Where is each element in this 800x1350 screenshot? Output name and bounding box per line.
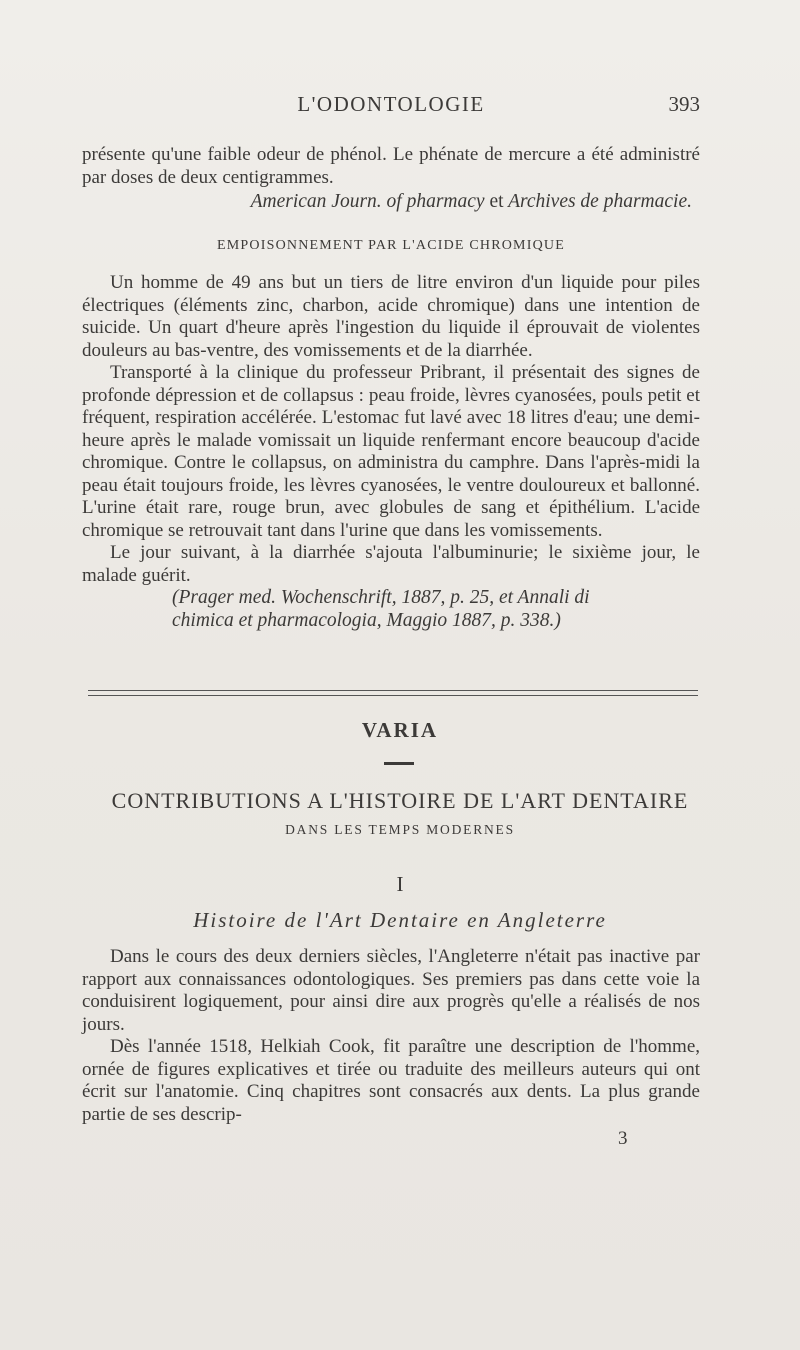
signature-mark: 3 — [618, 1128, 628, 1149]
varia-subtitle: DANS LES TEMPS MODERNES — [285, 822, 515, 837]
section-divider-top — [88, 690, 698, 691]
section-title: Histoire de l'Art Dentaire en Angleterre — [193, 908, 607, 932]
heading-dash — [384, 762, 414, 765]
citation-source-1: American Journ. of pharmacy — [250, 191, 485, 212]
source-citation — [82, 191, 700, 214]
top-section — [82, 144, 700, 214]
article-title: EMPOISONNEMENT PAR L'ACIDE CHROMIQUE — [217, 238, 565, 253]
varia-heading: VARIA — [361, 718, 439, 742]
article-section — [82, 238, 700, 254]
varia-paragraph-1: Dans le cours des deux derniers siècles, l'Angleterre n'était pas inactive par rapport aux connaissances odontologiques. Ses premiers pas dans cette voie la conduisirent logiquement, pour ainsi dire aux progrès qu'elle a réalisés de nos jours. — [82, 946, 700, 1035]
citation-source-2: Archives de pharmacie. — [508, 191, 692, 212]
article-citation-line-1: (Prager med. Wochenschrift, 1887, p. 25, et Annali di — [172, 587, 590, 608]
article-paragraph-3: Le jour suivant, à la diarrhée s'ajouta l'albuminurie; le sixième jour, le malade guérit. — [82, 542, 700, 586]
section-divider-bottom — [88, 695, 698, 696]
varia-body — [82, 946, 700, 1126]
article-body — [82, 272, 700, 632]
continued-paragraph: présente qu'une faible odeur de phénol. Le phénate de mercure a été administré par doses de deux centigrammes. — [82, 144, 700, 188]
running-title: L'ODONTOLOGIE — [297, 92, 485, 116]
article-citation-line-2: chimica et pharmacologia, Maggio 1887, p. 338.) — [172, 609, 561, 631]
article-paragraph-2: Transporté à la clinique du professeur Pribrant, il présentait des signes de profonde dépression et de collapsus : peau froide, lèvres cyanosées, pouls petit et fréquent, respiration accélérée. L'estomac fut lavé avec 18 litres d'eau; une demi-heure après le malade vomissait un liquide renfermant encore beaucoup d'acide chromique. Contre le collapsus, on administra du camphre. Dans l'après-midi la peau était toujours froide, les lèvres cyanosées, le ventre douloureux et ballonné. L'urine était rare, rouge brun, avec globules de sang et épithélium. L'acide chromique se retrouvait tant dans l'urine que dans les vomissements. — [82, 362, 700, 541]
page-header — [82, 92, 700, 122]
varia-paragraph-2: Dès l'année 1518, Helkiah Cook, fit paraître une description de l'homme, ornée de figures explicatives et tirée ou traduite des meilleurs auteurs qui ont écrit sur l'anatomie. Cinq chapitres sont consacrés aux dents. La plus grande partie de ses descrip- — [82, 1036, 700, 1125]
section-number: I — [396, 872, 404, 896]
article-paragraph-1: Un homme de 49 ans but un tiers de litre environ d'un liquide pour piles électriques (éléments zinc, charbon, acide chromique) dans une intention de suicide. Un quart d'heure après l'ingestion du liquide il éprouvait de violentes douleurs au bas-ventre, des vomissements et de la diarrhée. — [82, 272, 700, 361]
varia-title: CONTRIBUTIONS A L'HISTOIRE DE L'ART DENTAIRE — [111, 788, 689, 813]
citation-conjunction: et — [489, 191, 504, 212]
page-number: 393 — [668, 92, 700, 116]
